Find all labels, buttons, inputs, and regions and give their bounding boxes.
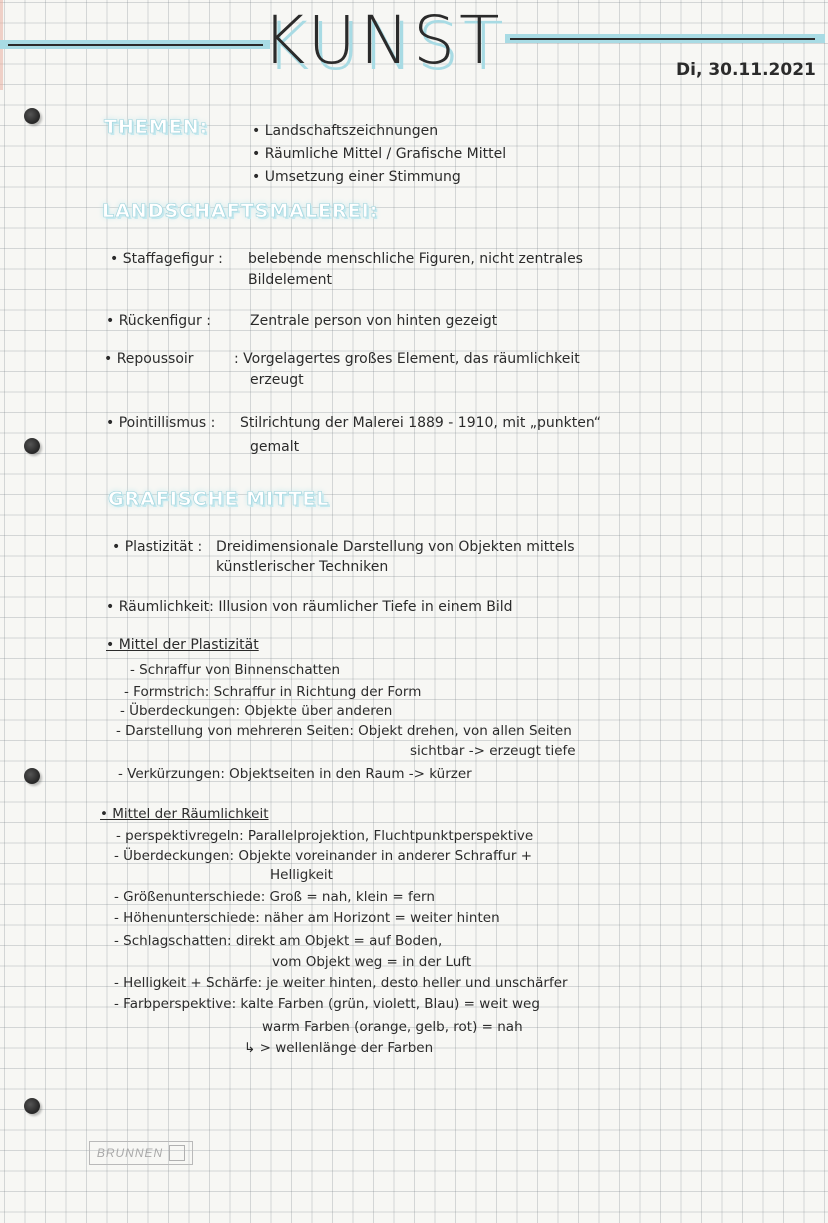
mittel-plastizitaet-item-4-cont: sichtbar -> erzeugt tiefe xyxy=(410,743,576,759)
mittel-plastizitaet-item-4: - Darstellung von mehreren Seiten: Objekt drehen, von allen Seiten xyxy=(116,723,572,739)
punch-hole-4 xyxy=(24,1098,40,1114)
plastizitaet-term: • Plastizität : xyxy=(112,539,203,555)
themen-heading: THEMEN: xyxy=(104,116,209,138)
themen-item-1: • Landschaftszeichnungen xyxy=(252,123,439,139)
mittel-raeumlichkeit-item-7-cont: warm Farben (orange, gelb, rot) = nah xyxy=(262,1019,523,1035)
staffagefigur-term: • Staffagefigur : xyxy=(110,251,223,267)
staffagefigur-def-2: Bildelement xyxy=(248,272,332,288)
brand-name: BRUNNEN xyxy=(96,1146,164,1160)
mittel-plastizitaet-item-5: - Verkürzungen: Objektseiten in den Raum -> kürzer xyxy=(118,766,472,782)
mittel-raeumlichkeit-item-2: - Überdeckungen: Objekte voreinander in anderer Schraffur + xyxy=(114,848,533,864)
staffagefigur-def-1: belebende menschliche Figuren, nicht zentrales xyxy=(248,251,583,267)
title-rule-right xyxy=(510,38,815,40)
pointillismus-def-2: gemalt xyxy=(250,439,300,455)
repoussoir-term: • Repoussoir xyxy=(104,351,194,367)
mittel-plastizitaet-item-1: - Schraffur von Binnenschatten xyxy=(130,662,341,678)
mittel-raeumlichkeit-item-1: - perspektivregeln: Parallelprojektion, Fluchtpunktperspektive xyxy=(116,828,534,844)
plastizitaet-def-1: Dreidimensionale Darstellung von Objekten mittels xyxy=(216,539,575,555)
mittel-raeumlichkeit-item-7: - Farbperspektive: kalte Farben (grün, violett, Blau) = weit weg xyxy=(114,996,540,1012)
pointillismus-term: • Pointillismus : xyxy=(106,415,216,431)
mittel-plastizitaet-heading: • Mittel der Plastizität xyxy=(106,637,259,653)
repoussoir-def-1: : Vorgelagertes großes Element, das räumlichkeit xyxy=(234,351,580,367)
mittel-raeumlichkeit-item-6: - Helligkeit + Schärfe: je weiter hinten, desto heller und unschärfer xyxy=(114,975,568,991)
mittel-raeumlichkeit-item-2-cont: Helligkeit xyxy=(270,867,333,883)
mittel-raeumlichkeit-item-7-note: ↳ > wellenlänge der Farben xyxy=(244,1040,434,1056)
mittel-raeumlichkeit-item-5-cont: vom Objekt weg = in der Luft xyxy=(272,954,472,970)
mittel-raeumlichkeit-item-5: - Schlagschatten: direkt am Objekt = auf Boden, xyxy=(114,933,443,949)
page-title: KUNST xyxy=(262,2,504,79)
punch-hole-3 xyxy=(24,768,40,784)
punch-hole-1 xyxy=(24,108,40,124)
mittel-plastizitaet-item-3: - Überdeckungen: Objekte über anderen xyxy=(120,703,393,719)
mittel-raeumlichkeit-heading: • Mittel der Räumlichkeit xyxy=(100,806,269,822)
plastizitaet-def-2: künstlerischer Techniken xyxy=(216,559,389,575)
mittel-raeumlichkeit-item-4: - Höhenunterschiede: näher am Horizont = weiter hinten xyxy=(114,910,500,926)
punch-hole-2 xyxy=(24,438,40,454)
repoussoir-def-2: erzeugt xyxy=(250,372,304,388)
date-label: Di, 30.11.2021 xyxy=(676,60,816,80)
rueckenfigur-def: Zentrale person von hinten gezeigt xyxy=(250,313,498,329)
raeumlichkeit-def: • Räumlichkeit: Illusion von räumlicher Tiefe in einem Bild xyxy=(106,599,513,615)
mittel-plastizitaet-item-2: - Formstrich: Schraffur in Richtung der Form xyxy=(124,684,422,700)
brand-logo xyxy=(89,1141,193,1165)
themen-item-3: • Umsetzung einer Stimmung xyxy=(252,169,461,185)
rueckenfigur-term: • Rückenfigur : xyxy=(106,313,211,329)
themen-item-2: • Räumliche Mittel / Grafische Mittel xyxy=(252,146,507,162)
grafische-mittel-heading: GRAFISCHE MITTEL xyxy=(108,488,330,510)
landschaftsmalerei-heading: LANDSCHAFTSMALEREI: xyxy=(102,200,379,222)
brand-mark-icon xyxy=(169,1145,185,1161)
title-rule-left xyxy=(8,44,263,46)
mittel-raeumlichkeit-item-3: - Größenunterschiede: Groß = nah, klein = fern xyxy=(114,889,435,905)
pointillismus-def-1: Stilrichtung der Malerei 1889 - 1910, mit „punkten“ xyxy=(240,415,601,431)
